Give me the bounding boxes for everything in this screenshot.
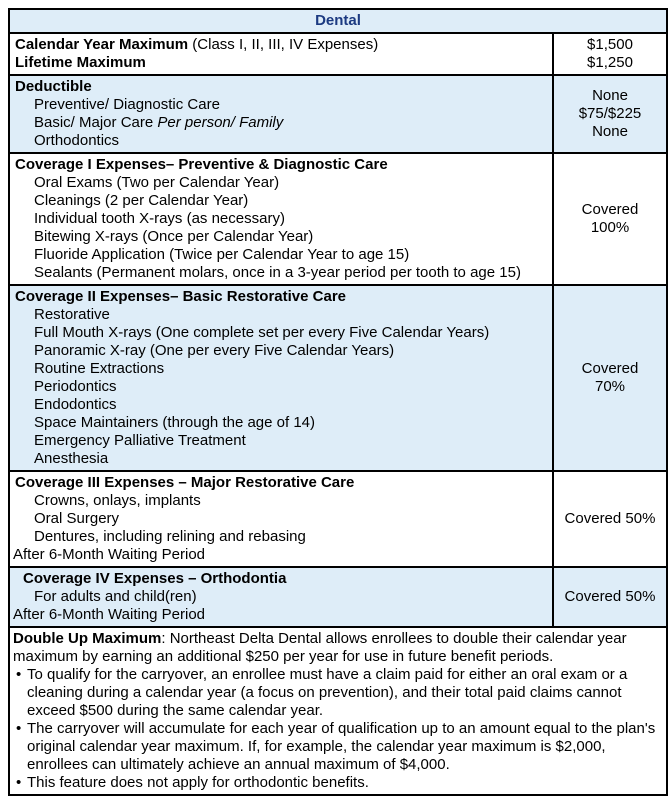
deductible-item-preventive: Preventive/ Diagnostic Care (34, 96, 220, 113)
calendar-year-maximum-detail: (Class I, II, III, IV Expenses) (188, 36, 379, 53)
coverage-3-labels (9, 471, 553, 567)
coverage-4-labels (9, 567, 553, 627)
benefit-item: Restorative (34, 306, 110, 323)
footer-bullet-3 (13, 774, 663, 792)
coverage-3-waiting-period: After 6-Month Waiting Period (13, 546, 206, 563)
row-footer (9, 627, 667, 795)
benefit-item: For adults and child(ren) (34, 588, 197, 605)
coverage-2-heading: Coverage II Expenses– Basic Restorative Care (15, 288, 347, 305)
coverage-1-labels (9, 153, 553, 285)
benefit-item: Individual tooth X-rays (as necessary) (34, 210, 285, 227)
benefit-item: Panoramic X-ray (One per every Five Calendar Years) (34, 342, 395, 359)
benefit-item: Crowns, onlays, implants (34, 492, 201, 509)
coverage-4-value: Covered 50% (553, 567, 667, 627)
row-coverage-3 (9, 471, 667, 567)
deductible-values (553, 75, 667, 153)
bullet-icon: • (16, 666, 22, 683)
per-person-family-label: Per person/ Family (157, 114, 284, 131)
lifetime-maximum-label: Lifetime Maximum (15, 54, 146, 71)
calendar-year-maximum-label: Calendar Year Maximum (15, 36, 189, 53)
calendar-year-maximum-line (13, 36, 549, 54)
double-up-intro (13, 630, 663, 666)
benefit-item: Periodontics (34, 378, 117, 395)
benefit-item: Anesthesia (34, 450, 109, 467)
coverage-1-value (553, 153, 667, 285)
coverage-1-heading: Coverage I Expenses– Preventive & Diagnostic Care (15, 156, 388, 173)
deductible-item-basic-major (13, 114, 549, 132)
bullet-icon: • (16, 720, 22, 737)
footer-bullet-1 (13, 666, 663, 720)
coverage-2-value-line1: Covered (581, 360, 639, 377)
calendar-year-maximum-value: $1,500 (587, 36, 633, 53)
coverage-1-value-line2: 100% (590, 219, 630, 236)
benefit-item: Sealants (Permanent molars, once in a 3-year period per tooth to age 15) (34, 264, 521, 281)
coverage-3-heading: Coverage III Expenses – Major Restorative Care (15, 474, 355, 491)
benefit-item: Bitewing X-rays (Once per Calendar Year) (34, 228, 314, 245)
deductible-value-orthodontics: None (592, 123, 628, 140)
coverage-4-waiting-period: After 6-Month Waiting Period (13, 606, 206, 623)
benefit-item: Cleanings (2 per Calendar Year) (34, 192, 249, 209)
dental-benefits-table (8, 8, 668, 796)
coverage-3-value: Covered 50% (553, 471, 667, 567)
benefit-item: Dentures, including relining and rebasing (34, 528, 306, 545)
benefit-item: Oral Exams (Two per Calendar Year) (34, 174, 280, 191)
row-maximums (9, 33, 667, 75)
lifetime-maximum-value: $1,250 (587, 54, 633, 71)
footer-bullet-2 (13, 720, 663, 774)
benefit-item: Endodontics (34, 396, 117, 413)
deductible-labels (9, 75, 553, 153)
double-up-label: Double Up Maximum (13, 630, 162, 647)
table-header-row (9, 9, 667, 33)
double-up-text: : Northeast Delta Dental allows enrollees to double their calendar year maximum by earning an additional $250 per year for use in future benefit periods. (13, 630, 627, 665)
coverage-2-value-line2: 70% (594, 378, 626, 395)
table-title: Dental (9, 9, 667, 33)
deductible-item-orthodontics: Orthodontics (34, 132, 120, 149)
benefit-item: Oral Surgery (34, 510, 120, 527)
double-up-maximum-note (9, 627, 667, 795)
row-deductible (9, 75, 667, 153)
row-coverage-2 (9, 285, 667, 471)
bullet-text: The carryover will accumulate for each year of qualification up to an amount equal to the plan's original calendar year maximum. If, for example, the calendar year maximum is $2,000, enrollees can ultimately achieve an annual maximum of $4,000. (27, 720, 656, 773)
row-coverage-1 (9, 153, 667, 285)
bullet-text: This feature does not apply for orthodontic benefits. (27, 774, 369, 791)
deductible-value-basic-major: $75/$225 (578, 105, 642, 122)
benefit-item: Emergency Palliative Treatment (34, 432, 246, 449)
bullet-text: To qualify for the carryover, an enrollee must have a claim paid for either an oral exam or a cleaning during a calendar year (a focus on prevention), and their total paid claims cannot exceed $500 during the same calendar year. (27, 666, 628, 719)
deductible-value-preventive: None (592, 87, 628, 104)
maximums-values (553, 33, 667, 75)
bullet-icon: • (16, 774, 22, 791)
benefit-item: Space Maintainers (through the age of 14) (34, 414, 316, 431)
coverage-2-value (553, 285, 667, 471)
maximums-labels (9, 33, 553, 75)
benefit-item: Full Mouth X-rays (One complete set per every Five Calendar Years) (34, 324, 490, 341)
benefit-item: Routine Extractions (34, 360, 165, 377)
coverage-2-labels (9, 285, 553, 471)
coverage-1-value-line1: Covered (581, 201, 639, 218)
row-coverage-4 (9, 567, 667, 627)
coverage-4-heading: Coverage IV Expenses – Orthodontia (23, 570, 287, 587)
deductible-heading: Deductible (15, 78, 92, 95)
basic-major-label: Basic/ Major Care (34, 114, 158, 131)
benefit-item: Fluoride Application (Twice per Calendar Year to age 15) (34, 246, 410, 263)
